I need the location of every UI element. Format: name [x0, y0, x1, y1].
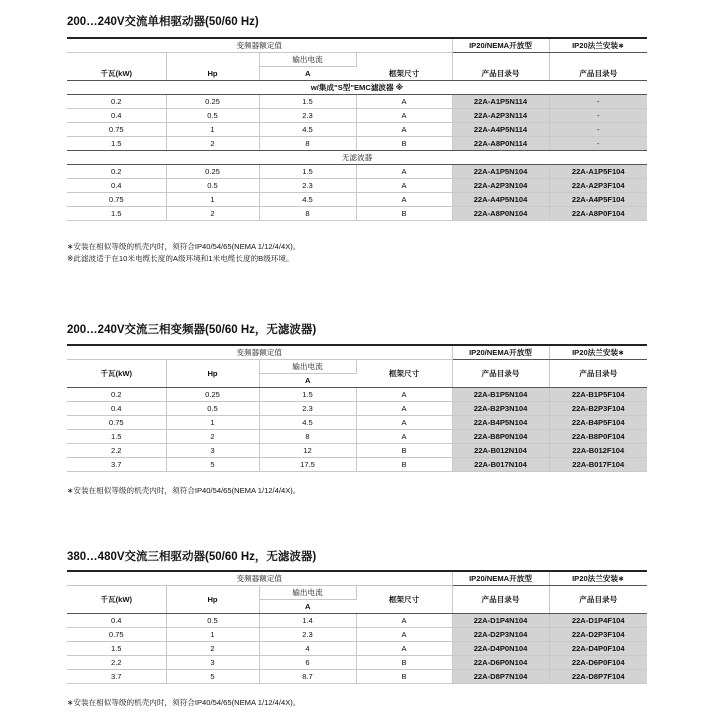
table-cell: A [356, 193, 452, 207]
table-cell: 2.2 [67, 656, 166, 670]
table-cell: 2.3 [259, 179, 356, 193]
table-cell: 1.4 [259, 614, 356, 628]
catalog-header: 产品目录号 [452, 53, 549, 81]
table-cell: A [356, 109, 452, 123]
table-cell: 0.2 [67, 95, 166, 109]
table-cell: 2.2 [67, 444, 166, 458]
flange-header: IP20法兰安装∗ [549, 38, 647, 53]
table-cell: 22A-A2P3N114 [452, 109, 549, 123]
table-cell: 1 [166, 628, 259, 642]
table-cell: 22A-A1P5N114 [452, 95, 549, 109]
table-cell: 8 [259, 430, 356, 444]
table-cell: 0.5 [166, 109, 259, 123]
hp-header: Hp [166, 53, 259, 81]
table-cell: 1.5 [259, 388, 356, 402]
table-cell: 22A-D8P7F104 [549, 670, 647, 684]
table-cell: 22A-B8P0N104 [452, 430, 549, 444]
table-cell: B [356, 137, 452, 151]
table-cell: 22A-B017N104 [452, 458, 549, 472]
table-cell: 1 [166, 123, 259, 137]
table-cell: 4 [259, 642, 356, 656]
ratings-header: 变频器额定值 [67, 571, 452, 586]
ip20-header: IP20/NEMA开放型 [452, 345, 549, 360]
amp-header: A [259, 374, 356, 388]
table-cell: 22A-A8P0N114 [452, 137, 549, 151]
kw-header: 千瓦(kW) [67, 360, 166, 388]
table-cell: 1.5 [67, 642, 166, 656]
footnote: ※此滤波适于在10米电缆长度的A级环境和1米电缆长度的B级环境。 [67, 254, 294, 263]
amp-header: A [259, 600, 356, 614]
catalog-header: 产品目录号 [452, 360, 549, 388]
table-cell: 0.4 [67, 614, 166, 628]
table-cell: A [356, 642, 452, 656]
table-cell: A [356, 123, 452, 137]
table-cell: A [356, 614, 452, 628]
table-row [67, 656, 647, 670]
table-cell: 2 [166, 137, 259, 151]
table-row [67, 207, 647, 221]
table-cell: 22A-D4P0F104 [549, 642, 647, 656]
frame-header: 框架尺寸 [356, 586, 452, 614]
table-cell: 0.75 [67, 193, 166, 207]
table-cell: 22A-B8P0F104 [549, 430, 647, 444]
table-cell: 0.2 [67, 388, 166, 402]
table-cell: 22A-A1P5N104 [452, 165, 549, 179]
table-cell: 22A-A2P3N104 [452, 179, 549, 193]
table-cell: 0.25 [166, 165, 259, 179]
kw-header: 千瓦(kW) [67, 586, 166, 614]
table-cell: 22A-B017F104 [549, 458, 647, 472]
table-cell: 1.5 [67, 430, 166, 444]
table-cell: 22A-B1P5N104 [452, 388, 549, 402]
amp-header: A [259, 67, 356, 81]
table-row [67, 416, 647, 430]
table-cell: 22A-A8P0N104 [452, 207, 549, 221]
table-cell: 22A-D1P4F104 [549, 614, 647, 628]
table-cell: B [356, 458, 452, 472]
table-cell: 2.3 [259, 628, 356, 642]
table-cell: 22A-A4P5N114 [452, 123, 549, 137]
table-cell: A [356, 165, 452, 179]
spec-table [67, 344, 647, 472]
table-cell: 0.75 [67, 628, 166, 642]
table-cell: 0.5 [166, 614, 259, 628]
catalog-header: 产品目录号 [452, 586, 549, 614]
ip20-header: IP20/NEMA开放型 [452, 38, 549, 53]
table-cell: - [549, 137, 647, 151]
table-cell: A [356, 416, 452, 430]
table-cell: 2 [166, 207, 259, 221]
table-cell: 22A-A8P0F104 [549, 207, 647, 221]
table-cell: 2 [166, 430, 259, 444]
table-cell: 8 [259, 137, 356, 151]
table-cell: 22A-D6P0F104 [549, 656, 647, 670]
table-cell: A [356, 388, 452, 402]
table-cell: 22A-D4P0N104 [452, 642, 549, 656]
group-label: w/集成"S型"EMC滤波器 ※ [67, 81, 647, 95]
table-cell: 22A-B4P5N104 [452, 416, 549, 430]
footnote: ∗安装在相似等级的机壳内时，须符合IP40/54/65(NEMA 1/12/4/4X)。 [67, 242, 301, 251]
frame-header: 框架尺寸 [356, 360, 452, 388]
table-cell: A [356, 628, 452, 642]
table-cell: 0.5 [166, 402, 259, 416]
table-cell: 1 [166, 416, 259, 430]
table-cell: 22A-A1P5F104 [549, 165, 647, 179]
table-cell: 22A-D6P0N104 [452, 656, 549, 670]
footnote: ∗安装在相似等级的机壳内时，须符合IP40/54/65(NEMA 1/12/4/4X)。 [67, 486, 301, 495]
table-cell: 0.75 [67, 416, 166, 430]
table-row [67, 444, 647, 458]
table-row [67, 193, 647, 207]
table-cell: 6 [259, 656, 356, 670]
table-row [67, 670, 647, 684]
table-cell: - [549, 95, 647, 109]
table-cell: 3.7 [67, 458, 166, 472]
kw-header: 千瓦(kW) [67, 53, 166, 81]
table-cell: - [549, 109, 647, 123]
table-row [67, 628, 647, 642]
table-row [67, 137, 647, 151]
table-cell: 0.5 [166, 179, 259, 193]
table-cell: 0.2 [67, 165, 166, 179]
table-cell: 1.5 [67, 207, 166, 221]
table-cell: 22A-B2P3F104 [549, 402, 647, 416]
flange-header: IP20法兰安装∗ [549, 345, 647, 360]
table-cell: B [356, 670, 452, 684]
table-cell: 2.3 [259, 402, 356, 416]
current-header: 输出电流 [259, 586, 356, 600]
table-cell: 4.5 [259, 193, 356, 207]
table-cell: 22A-A4P5F104 [549, 193, 647, 207]
table-cell: 22A-D1P4N104 [452, 614, 549, 628]
hp-header: Hp [166, 586, 259, 614]
ip20-header: IP20/NEMA开放型 [452, 571, 549, 586]
table-row [67, 642, 647, 656]
table-cell: 0.75 [67, 123, 166, 137]
group-label: 无滤波器 [67, 151, 647, 165]
table-cell: 22A-A2P3F104 [549, 179, 647, 193]
table-cell: A [356, 402, 452, 416]
ratings-header: 变频器额定值 [67, 345, 452, 360]
table-row [67, 388, 647, 402]
table-cell: 17.5 [259, 458, 356, 472]
table-cell: 1.5 [67, 137, 166, 151]
table-cell: B [356, 656, 452, 670]
table-row [67, 109, 647, 123]
table-cell: 22A-B4P5F104 [549, 416, 647, 430]
table-cell: 22A-D2P3F104 [549, 628, 647, 642]
frame-header: 框架尺寸 [356, 53, 452, 81]
table-cell: 1.5 [259, 95, 356, 109]
section-title: 200…240V交流单相驱动器(50/60 Hz) [67, 16, 259, 28]
table-cell: 22A-D8P7N104 [452, 670, 549, 684]
table-cell: 8.7 [259, 670, 356, 684]
table-cell: 5 [166, 670, 259, 684]
table-cell: 1.5 [259, 165, 356, 179]
table-cell: 22A-B2P3N104 [452, 402, 549, 416]
table-cell: 4.5 [259, 123, 356, 137]
table-cell: 22A-D2P3N104 [452, 628, 549, 642]
table-cell: 1 [166, 193, 259, 207]
table-cell: 0.4 [67, 109, 166, 123]
table-cell: A [356, 95, 452, 109]
table-cell: 22A-B012N104 [452, 444, 549, 458]
table-cell: - [549, 123, 647, 137]
table-cell: A [356, 430, 452, 444]
section-title: 380…480V交流三相驱动器(50/60 Hz，无滤波器) [67, 551, 317, 563]
flange-header: IP20法兰安装∗ [549, 571, 647, 586]
table-row [67, 95, 647, 109]
table-cell: 0.4 [67, 179, 166, 193]
table-cell: 0.25 [166, 388, 259, 402]
catalog-header: 产品目录号 [549, 586, 647, 614]
table-cell: A [356, 179, 452, 193]
table-cell: 2.3 [259, 109, 356, 123]
table-cell: 4.5 [259, 416, 356, 430]
table-row [67, 614, 647, 628]
table-cell: 3.7 [67, 670, 166, 684]
table-cell: 0.25 [166, 95, 259, 109]
table-row [67, 430, 647, 444]
catalog-header: 产品目录号 [549, 53, 647, 81]
table-row [67, 458, 647, 472]
table-cell: 22A-B012F104 [549, 444, 647, 458]
current-header: 输出电流 [259, 360, 356, 374]
table-row [67, 402, 647, 416]
current-header: 输出电流 [259, 53, 356, 67]
table-row [67, 123, 647, 137]
table-cell: B [356, 207, 452, 221]
section-title: 200…240V交流三相变频器(50/60 Hz，无滤波器) [67, 324, 317, 336]
ratings-header: 变频器额定值 [67, 38, 452, 53]
table-cell: B [356, 444, 452, 458]
table-cell: 3 [166, 444, 259, 458]
catalog-header: 产品目录号 [549, 360, 647, 388]
spec-table [67, 570, 647, 684]
table-cell: 8 [259, 207, 356, 221]
table-row [67, 179, 647, 193]
table-cell: 3 [166, 656, 259, 670]
hp-header: Hp [166, 360, 259, 388]
table-cell: 22A-B1P5F104 [549, 388, 647, 402]
table-row [67, 165, 647, 179]
footnote: ∗安装在相似等级的机壳内时，须符合IP40/54/65(NEMA 1/12/4/4X)。 [67, 698, 301, 707]
table-cell: 5 [166, 458, 259, 472]
table-cell: 2 [166, 642, 259, 656]
table-cell: 12 [259, 444, 356, 458]
spec-table [67, 37, 647, 221]
table-cell: 22A-A4P5N104 [452, 193, 549, 207]
table-cell: 0.4 [67, 402, 166, 416]
